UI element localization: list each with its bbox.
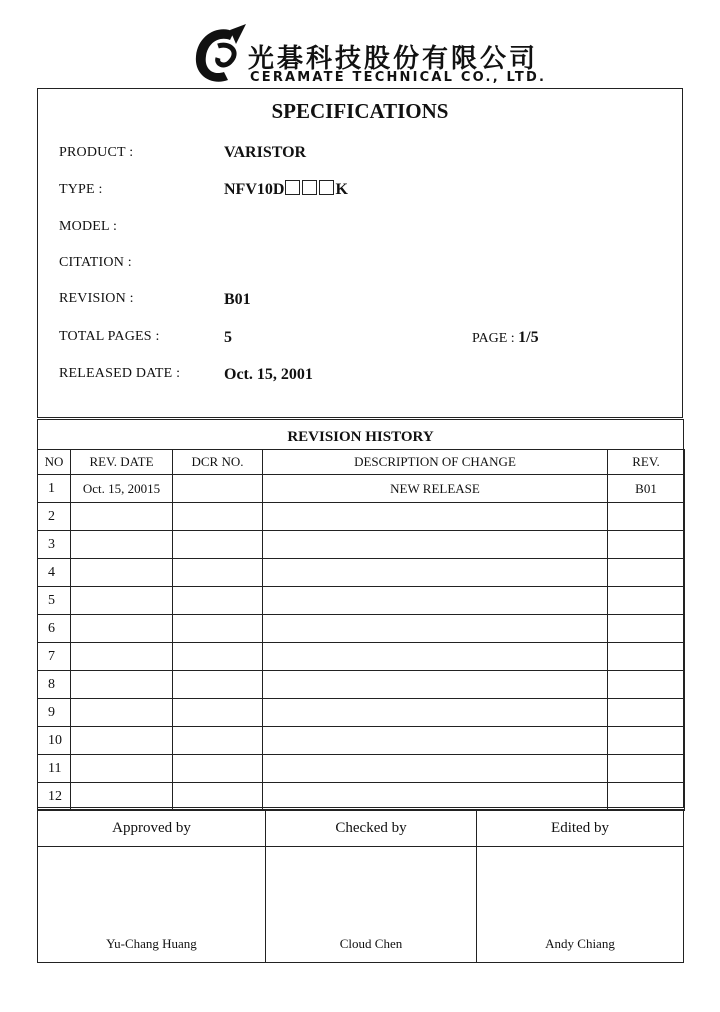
description-cell: NEW RELEASE [263,475,608,503]
table-row [38,559,685,587]
company-name-english: CERAMATE TECHNICAL CO., LTD. [250,70,547,85]
column-header-description: DESCRIPTION OF CHANGE [263,450,608,475]
description-cell [263,671,608,699]
description-cell [263,755,608,783]
company-logo [190,22,250,88]
rev-date-cell [71,671,173,699]
rev-date-cell [71,587,173,615]
column-header-rev: REV. [608,450,685,475]
approved-by-name: Yu-Chang Huang [38,847,266,963]
approval-table [37,809,684,963]
edited-by-name: Andy Chiang [477,847,684,963]
rev-date-cell [71,559,173,587]
dcr-no-cell [173,727,263,755]
dcr-no-cell [173,503,263,531]
description-cell [263,699,608,727]
page-indicator [472,329,539,347]
rev-date-cell [71,503,173,531]
revision-history-table [37,449,685,811]
revision-label: REVISION : [59,291,134,306]
type-suffix: K [335,181,348,198]
description-cell [263,643,608,671]
revision-history-panel [37,419,684,808]
blank-box [285,180,300,195]
table-row [38,671,685,699]
description-cell [263,727,608,755]
page-value: 1/5 [518,329,539,346]
row-no: 12 [38,783,71,811]
rev-cell [608,783,685,811]
dcr-no-cell [173,755,263,783]
description-cell [263,531,608,559]
table-row [38,755,685,783]
column-header-no: NO [38,450,71,475]
row-no: 6 [38,615,71,643]
table-row [38,475,685,503]
rev-date-cell [71,643,173,671]
description-cell [263,783,608,811]
model-label: MODEL : [59,219,118,234]
table-row [38,783,685,811]
row-no: 10 [38,727,71,755]
row-no: 7 [38,643,71,671]
rev-date-cell [71,531,173,559]
row-no: 9 [38,699,71,727]
row-no: 2 [38,503,71,531]
rev-date-cell [71,727,173,755]
blank-box [319,180,334,195]
rev-cell [608,503,685,531]
rev-cell [608,643,685,671]
column-header-dcr-no: DCR NO. [173,450,263,475]
rev-cell [608,615,685,643]
dcr-no-cell [173,699,263,727]
type-value [224,180,348,199]
product-label: PRODUCT : [59,145,134,160]
description-cell [263,587,608,615]
rev-date-cell: Oct. 15, 20015 [71,475,173,503]
total-pages-label: TOTAL PAGES : [59,329,160,344]
checked-by-label: Checked by [266,810,477,847]
table-row [38,643,685,671]
spec-title: SPECIFICATIONS [271,99,449,123]
released-date-label: RELEASED DATE : [59,366,181,381]
blank-box [302,180,317,195]
description-cell [263,559,608,587]
company-name-chinese: 光碁科技股份有限公司 [248,44,539,74]
dcr-no-cell [173,643,263,671]
rev-cell: B01 [608,475,685,503]
table-row [38,615,685,643]
checked-by-name: Cloud Chen [266,847,477,963]
approval-header-row [38,810,684,847]
row-no: 8 [38,671,71,699]
table-header-row [38,450,685,475]
table-row [38,587,685,615]
revision-value: B01 [224,291,251,308]
dcr-no-cell [173,587,263,615]
approved-by-label: Approved by [38,810,266,847]
approval-signature-row [38,847,684,963]
dcr-no-cell [173,783,263,811]
rev-cell [608,727,685,755]
row-no: 5 [38,587,71,615]
released-date-value: Oct. 15, 2001 [224,366,313,383]
table-row [38,727,685,755]
table-row [38,531,685,559]
row-no: 3 [38,531,71,559]
table-row [38,503,685,531]
rev-cell [608,755,685,783]
revision-history-title: REVISION HISTORY [287,429,434,445]
type-prefix: NFV10D [224,181,285,198]
row-no: 1 [38,475,71,503]
row-no: 4 [38,559,71,587]
dcr-no-cell [173,559,263,587]
description-cell [263,503,608,531]
edited-by-label: Edited by [477,810,684,847]
page-label: PAGE : [472,331,515,346]
type-label: TYPE : [59,182,103,197]
total-pages-value: 5 [224,329,232,346]
dcr-no-cell [173,531,263,559]
table-row [38,699,685,727]
citation-label: CITATION : [59,255,132,270]
rev-cell [608,699,685,727]
dcr-no-cell [173,615,263,643]
rev-date-cell [71,783,173,811]
rev-date-cell [71,615,173,643]
rev-cell [608,559,685,587]
rev-cell [608,671,685,699]
column-header-rev-date: REV. DATE [71,450,173,475]
specifications-panel [37,88,683,418]
dcr-no-cell [173,475,263,503]
description-cell [263,615,608,643]
rev-cell [608,531,685,559]
rev-cell [608,587,685,615]
rev-date-cell [71,755,173,783]
product-value: VARISTOR [224,144,307,161]
rev-date-cell [71,699,173,727]
dcr-no-cell [173,671,263,699]
row-no: 11 [38,755,71,783]
